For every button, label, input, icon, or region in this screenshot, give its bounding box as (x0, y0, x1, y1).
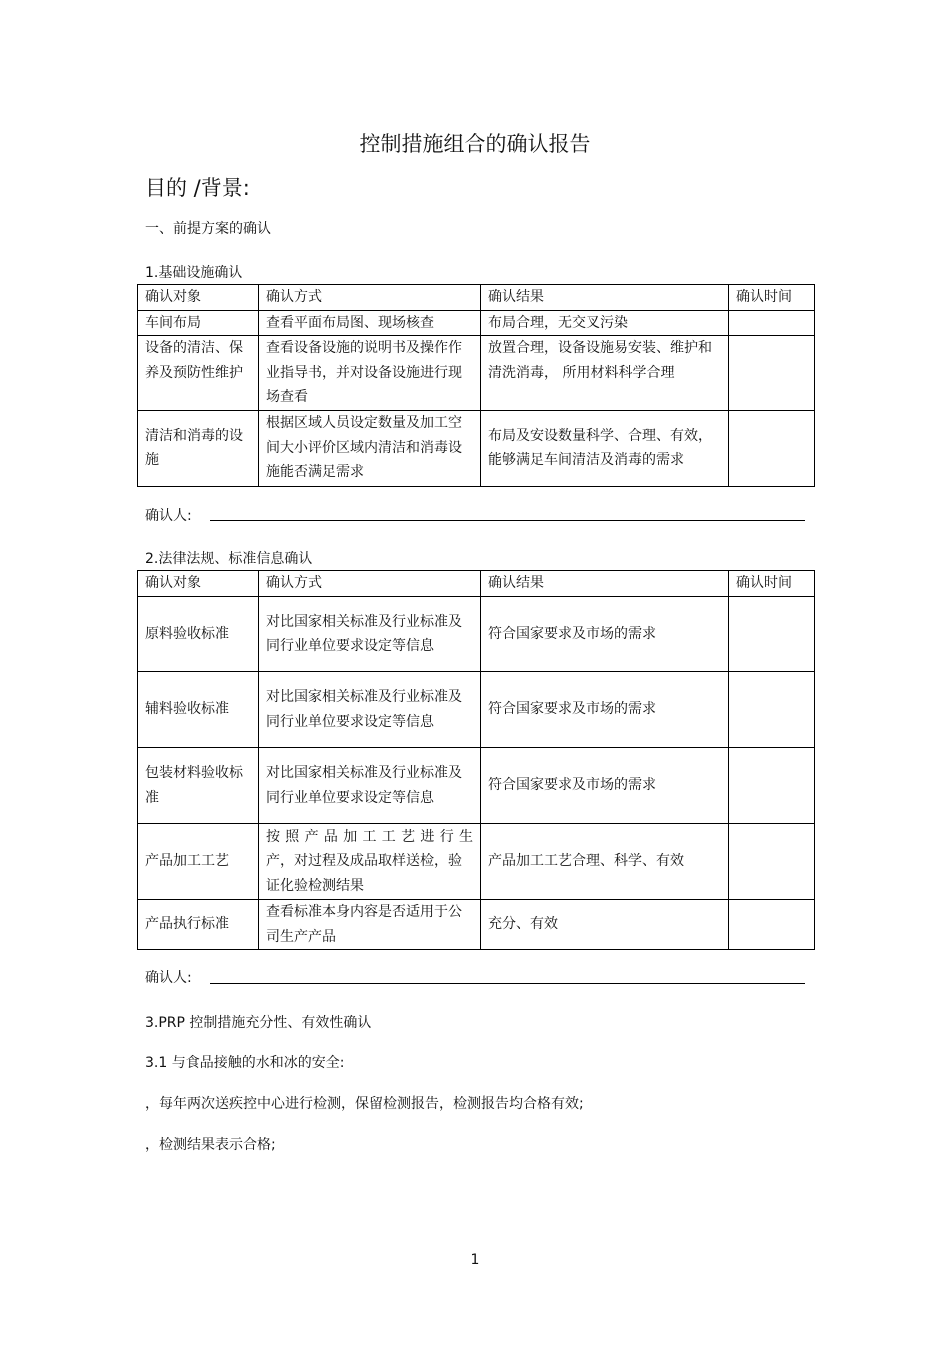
header-cell: 确认结果 (481, 571, 729, 597)
time-cell (729, 310, 815, 336)
object-cell: 产品加工工艺 (138, 824, 259, 900)
page-number: 1 (470, 1252, 480, 1268)
table2-caption: 2.法律法规、标准信息确认 (145, 551, 313, 567)
table-row (138, 672, 815, 748)
time-cell (729, 336, 815, 411)
header-cell: 确认方式 (259, 571, 481, 597)
object-cell: 车间布局 (138, 310, 259, 336)
object-cell: 清洁和消毒的设施 (138, 410, 259, 486)
table-row (138, 748, 815, 824)
method-rest: 产，对过程及成品取样送检，验证化验检测结果 (266, 853, 462, 894)
time-cell (729, 410, 815, 486)
table1-caption: 1.基础设施确认 (145, 265, 243, 281)
table-row (138, 900, 815, 950)
time-cell (729, 672, 815, 748)
method-first-line: 按照产品加工工艺进行生 (266, 828, 473, 845)
time-cell (729, 900, 815, 950)
infrastructure-table (137, 284, 815, 487)
result-cell: 符合国家要求及市场的需求 (481, 672, 729, 748)
result-cell: 符合国家要求及市场的需求 (481, 748, 729, 824)
page-title: 控制措施组合的确认报告 (359, 132, 591, 156)
table-row (138, 410, 815, 486)
method-cell (259, 824, 481, 900)
header-cell: 确认时间 (729, 285, 815, 311)
object-cell: 原料验收标准 (138, 597, 259, 672)
header-cell: 确认对象 (138, 571, 259, 597)
bullet-item: ，每年两次送疾控中心进行检测，保留检测报告，检测报告均合格有效; (145, 1096, 584, 1112)
result-cell: 充分、有效 (481, 900, 729, 950)
object-cell: 设备的清洁、保养及预防性维护 (138, 336, 259, 411)
method-cell: 查看标准本身内容是否适用于公司生产产品 (259, 900, 481, 950)
table-row (138, 336, 815, 411)
method-cell: 查看设备设施的说明书及操作作业指导书，并对设备设施进行现场查看 (259, 336, 481, 411)
method-cell: 对比国家相关标准及行业标准及同行业单位要求设定等信息 (259, 748, 481, 824)
regulations-table (137, 570, 815, 950)
time-cell (729, 824, 815, 900)
table-header-row (138, 285, 815, 311)
method-cell: 查看平面布局图、现场核查 (259, 310, 481, 336)
signature-line (210, 983, 805, 984)
bullet-item: ，检测结果表示合格; (145, 1137, 276, 1153)
header-cell: 确认方式 (259, 285, 481, 311)
signature-line (210, 520, 805, 521)
section-three-heading: 3.PRP 控制措施充分性、有效性确认 (145, 1015, 372, 1031)
result-cell: 产品加工工艺合理、科学、有效 (481, 824, 729, 900)
object-cell: 产品执行标准 (138, 900, 259, 950)
method-cell: 根据区域人员设定数量及加工空间大小评价区域内清洁和消毒设施能否满足需求 (259, 410, 481, 486)
table-header-row (138, 571, 815, 597)
confirmer-label: 确认人: (145, 508, 192, 524)
object-cell: 辅料验收标准 (138, 672, 259, 748)
purpose-heading: 目的 /背景: (145, 176, 250, 200)
header-cell: 确认对象 (138, 285, 259, 311)
object-cell: 包装材料验收标准 (138, 748, 259, 824)
method-cell: 对比国家相关标准及行业标准及同行业单位要求设定等信息 (259, 672, 481, 748)
result-cell: 布局合理，无交叉污染 (481, 310, 729, 336)
method-cell: 对比国家相关标准及行业标准及同行业单位要求设定等信息 (259, 597, 481, 672)
table-row (138, 597, 815, 672)
section-one-heading: 一、前提方案的确认 (145, 221, 271, 237)
result-cell: 放置合理，设备设施易安装、维护和清洗消毒， 所用材料科学合理 (481, 336, 729, 411)
header-cell: 确认时间 (729, 571, 815, 597)
time-cell (729, 748, 815, 824)
table-row (138, 310, 815, 336)
confirmer-label: 确认人: (145, 970, 192, 986)
result-cell: 布局及安设数量科学、合理、有效，能够满足车间清洁及消毒的需求 (481, 410, 729, 486)
header-cell: 确认结果 (481, 285, 729, 311)
time-cell (729, 597, 815, 672)
table-row (138, 824, 815, 900)
section-three-one-heading: 3.1 与食品接触的水和冰的安全: (145, 1055, 345, 1071)
result-cell: 符合国家要求及市场的需求 (481, 597, 729, 672)
